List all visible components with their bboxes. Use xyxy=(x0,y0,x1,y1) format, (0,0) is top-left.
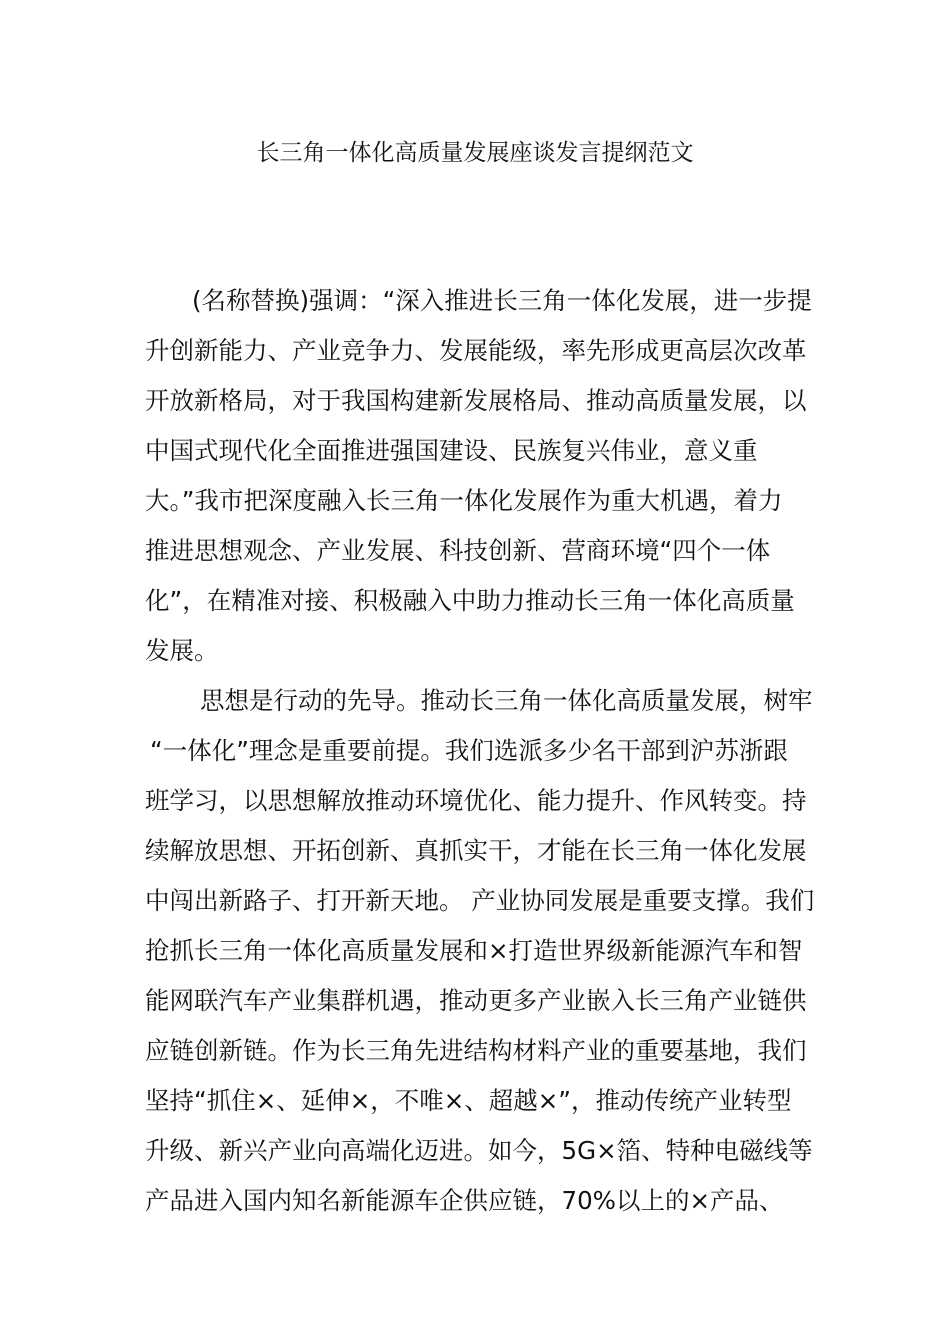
paragraph-line: 发展。 xyxy=(145,636,219,665)
paragraph-line: 抢抓长三角一体化高质量发展和×打造世界级新能源汽车和智 xyxy=(145,936,803,965)
document-title: 长三角一体化高质量发展座谈发言提纲范文 xyxy=(256,140,694,166)
paragraph-line: 思想是行动的先导。推动长三角一体化高质量发展，树牢 xyxy=(200,686,813,715)
paragraph-line: (名称替换)强调：“深入推进长三角一体化发展，进一步提 xyxy=(192,286,812,315)
paragraph-line: 化”，在精准对接、积极融入中助力推动长三角一体化高质量 xyxy=(145,586,795,615)
paragraph-line: 能网联汽车产业集群机遇，推动更多产业嵌入长三角产业链供 xyxy=(145,986,807,1015)
paragraph-line: 升创新能力、产业竞争力、发展能级，率先形成更高层次改革 xyxy=(145,336,807,365)
paragraph-line: 中国式现代化全面推进强国建设、民族复兴伟业，意义重 xyxy=(145,436,758,465)
paragraph-line: 开放新格局，对于我国构建新发展格局、推动高质量发展，以 xyxy=(145,386,807,415)
paragraph-line: 应链创新链。作为长三角先进结构材料产业的重要基地，我们 xyxy=(145,1036,807,1065)
paragraph-line: 班学习，以思想解放推动环境优化、能力提升、作风转变。持 xyxy=(145,786,807,815)
paragraph-line: 升级、新兴产业向高端化迈进。如今，5G×箔、特种电磁线等 xyxy=(145,1136,813,1165)
paragraph-line: 中闯出新路子、打开新天地。 产业协同发展是重要支撑。我们 xyxy=(145,886,815,915)
paragraph-line: 续解放思想、开拓创新、真抓实干，才能在长三角一体化发展 xyxy=(145,836,807,865)
paragraph-line: 推进思想观念、产业发展、科技创新、营商环境“四个一体 xyxy=(145,536,771,565)
paragraph-line: 大。”我市把深度融入长三角一体化发展作为重大机遇，着力 xyxy=(145,486,783,515)
paragraph-line: 产品进入国内知名新能源车企供应链，70%以上的×产品、 xyxy=(145,1186,784,1215)
paragraph-line: “一体化”理念是重要前提。我们选派多少名干部到沪苏浙跟 xyxy=(150,736,788,765)
paragraph-line: 坚持“抓住×、延伸×，不唯×、超越×”，推动传统产业转型 xyxy=(145,1086,792,1115)
